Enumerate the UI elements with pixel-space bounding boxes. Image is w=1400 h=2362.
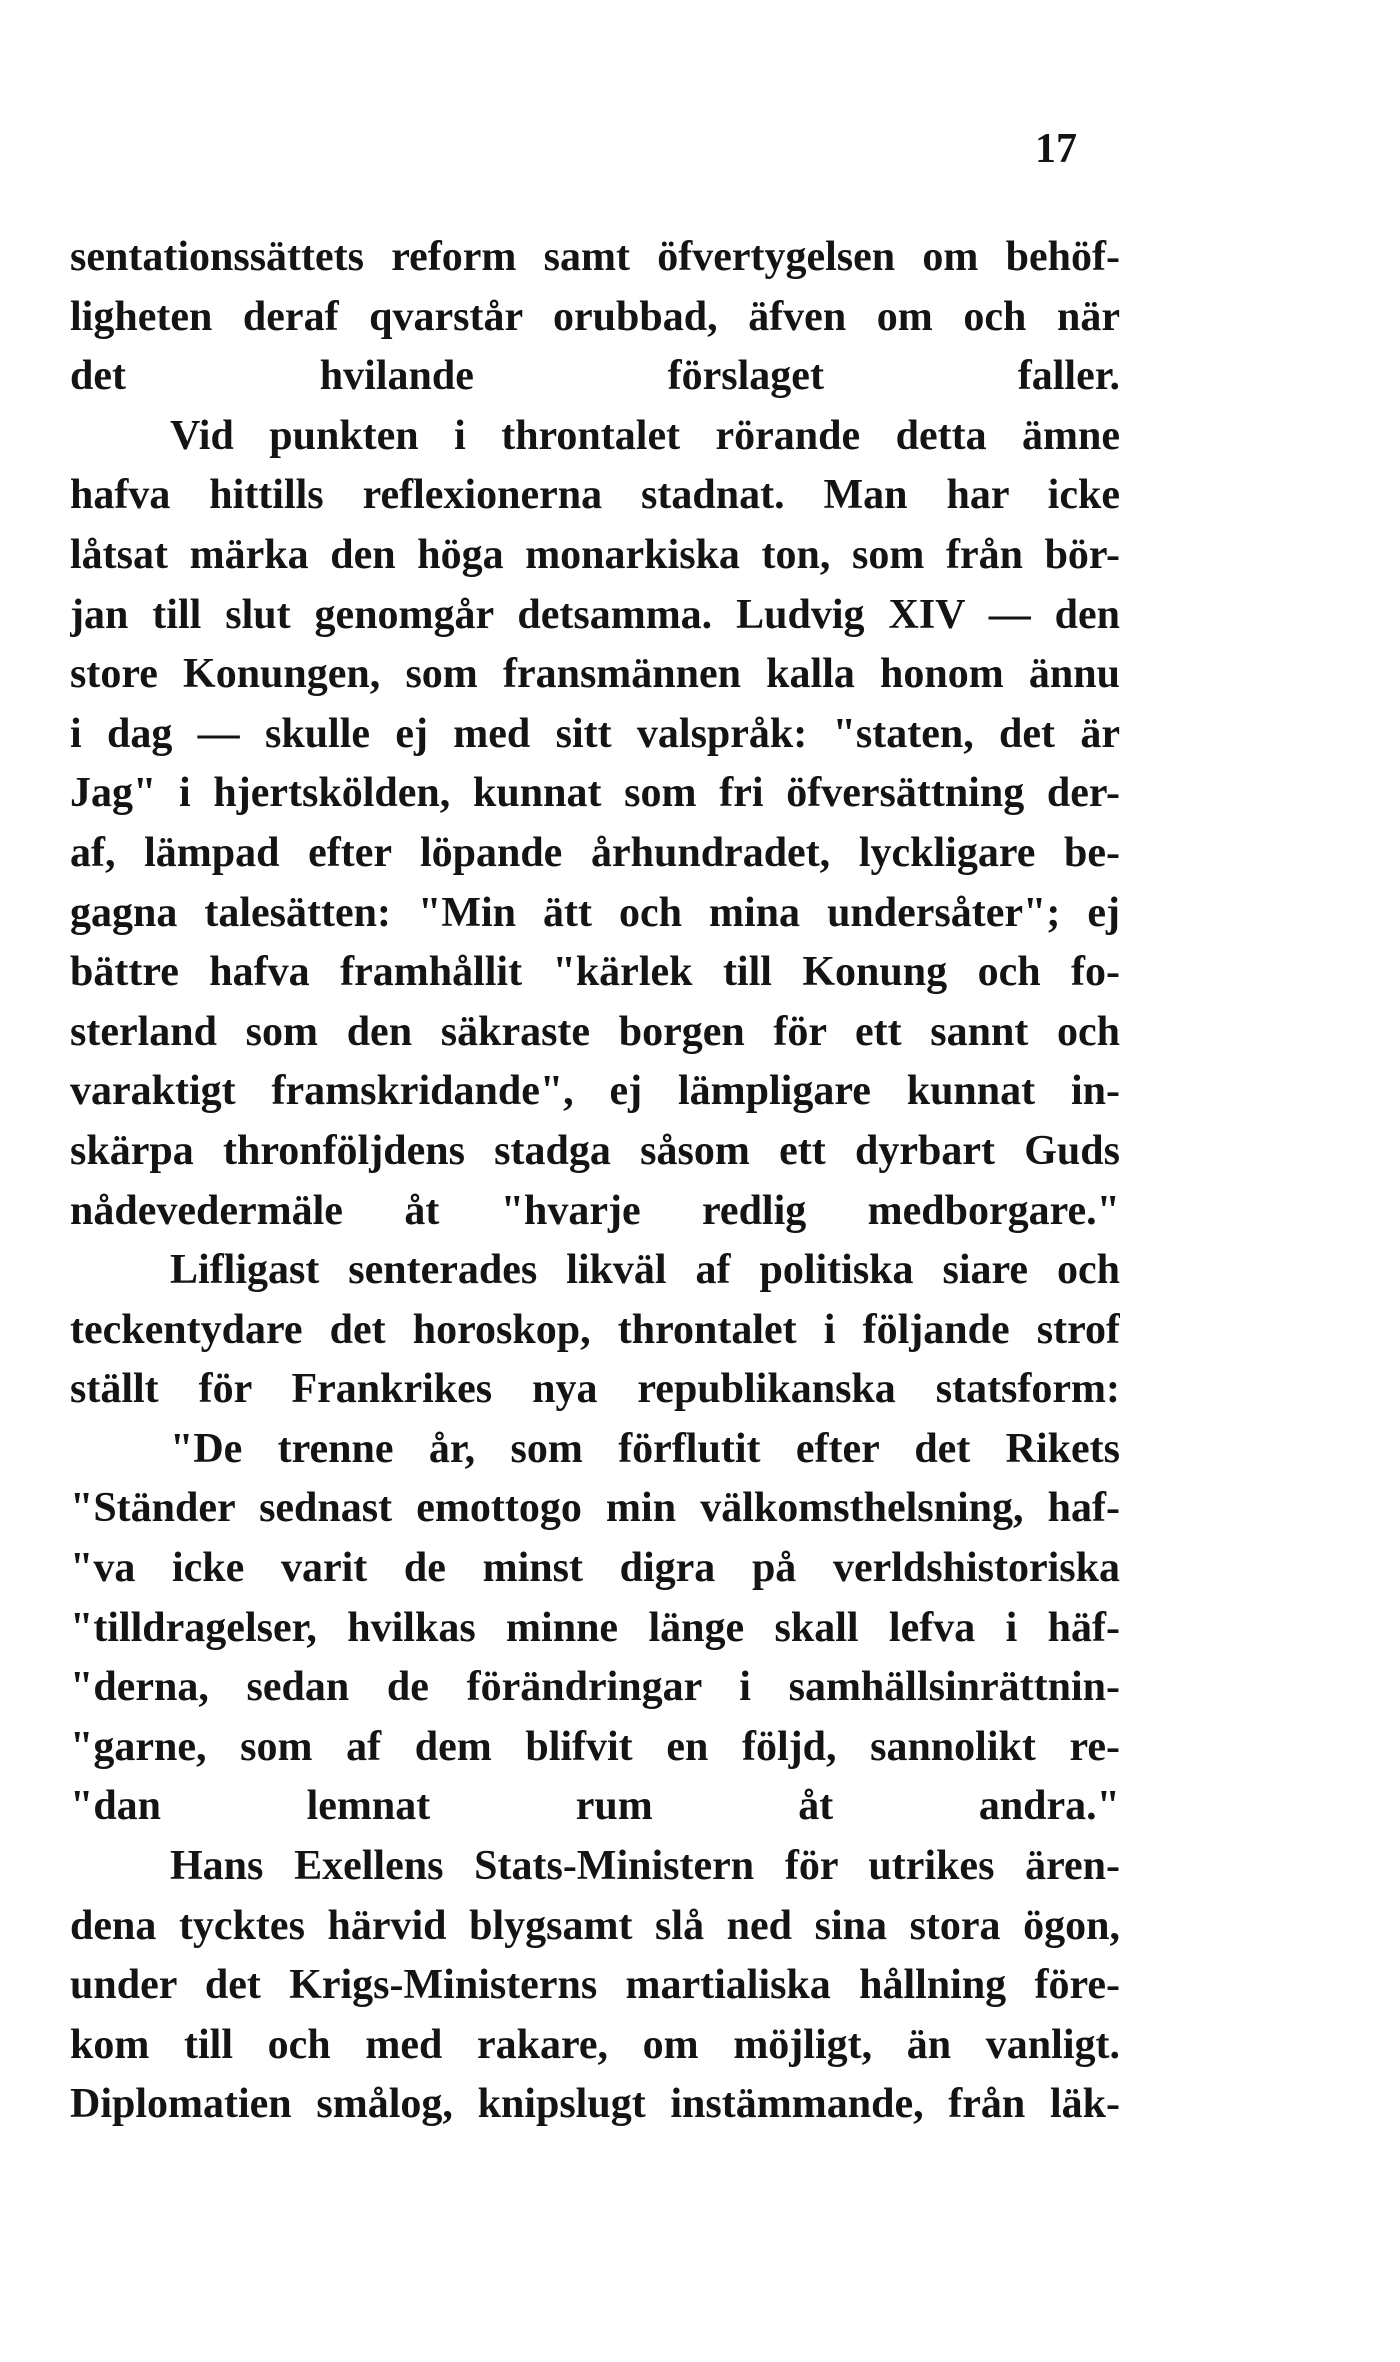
text-line: "derna, sedan de förändringar i samhällsinrättnin- bbox=[70, 1664, 1120, 1711]
page-number: 17 bbox=[1035, 126, 1077, 172]
text-line: teckentydare det horoskop, throntalet i följande strof bbox=[70, 1306, 1120, 1353]
text-line: ställt för Frankrikes nya republikanska statsform: bbox=[70, 1366, 1120, 1413]
body-text bbox=[70, 228, 1120, 2135]
text-line: sterland som den säkraste borgen för ett sannt och bbox=[70, 1008, 1120, 1055]
text-line: Hans Exellens Stats-Ministern för utrikes ären- bbox=[170, 1843, 1120, 1890]
text-line: Diplomatien smålog, knipslugt instämmande, från läk- bbox=[70, 2081, 1120, 2128]
text-line: store Konungen, som fransmännen kalla honom ännu bbox=[70, 651, 1120, 698]
text-line: "va icke varit de minst digra på verldshistoriska bbox=[70, 1545, 1120, 1592]
text-line: jan till slut genomgår detsamma. Ludvig XIV — den bbox=[70, 591, 1120, 638]
text-line: ligheten deraf qvarstår orubbad, äfven om och när bbox=[70, 293, 1120, 340]
text-line: Lifligast senterades likväl af politiska siare och bbox=[170, 1247, 1120, 1294]
text-line: sentationssättets reform samt öfvertygelsen om behöf- bbox=[70, 234, 1120, 280]
text-line: gagna talesätten: "Min ätt och mina undersåter"; ej bbox=[70, 889, 1120, 936]
text-line: Jag" i hjertskölden, kunnat som fri öfversättning der- bbox=[70, 770, 1120, 817]
text-line: af, lämpad efter löpande århundradet, lyckligare be- bbox=[70, 829, 1120, 876]
text-line: i dag — skulle ej med sitt valspråk: "staten, det är bbox=[70, 710, 1120, 757]
text-line: kom till och med rakare, om möjligt, än vanligt. bbox=[70, 2021, 1120, 2068]
text-line: "Ständer sednast emottogo min välkomsthelsning, haf- bbox=[70, 1485, 1120, 1532]
text-line: "De trenne år, som förflutit efter det Rikets bbox=[170, 1425, 1120, 1472]
text-line: nådevedermäle åt "hvarje redlig medborgare." bbox=[70, 1187, 1120, 1234]
text-line: "tilldragelser, hvilkas minne länge skall lefva i häf- bbox=[70, 1604, 1120, 1651]
text-line: Vid punkten i throntalet rörande detta ämne bbox=[170, 412, 1120, 459]
text-line: låtsat märka den höga monarkiska ton, som från bör- bbox=[70, 531, 1120, 578]
text-line: skärpa thronföljdens stadga såsom ett dyrbart Guds bbox=[70, 1127, 1120, 1174]
text-line: "garne, som af dem blifvit en följd, sannolikt re- bbox=[70, 1723, 1120, 1770]
text-line: det hvilande förslaget faller. bbox=[70, 353, 1120, 400]
text-line: under det Krigs-Ministerns martialiska hållning före- bbox=[70, 1962, 1120, 2009]
text-line: "dan lemnat rum åt andra." bbox=[70, 1783, 1120, 1830]
text-line: hafva hittills reflexionerna stadnat. Man har icke bbox=[70, 472, 1120, 519]
text-line: bättre hafva framhållit "kärlek till Konung och fo- bbox=[70, 949, 1120, 996]
text-line: dena tycktes härvid blygsamt slå ned sina stora ögon, bbox=[70, 1902, 1120, 1949]
text-line: varaktigt framskridande", ej lämpligare kunnat in- bbox=[70, 1068, 1120, 1115]
